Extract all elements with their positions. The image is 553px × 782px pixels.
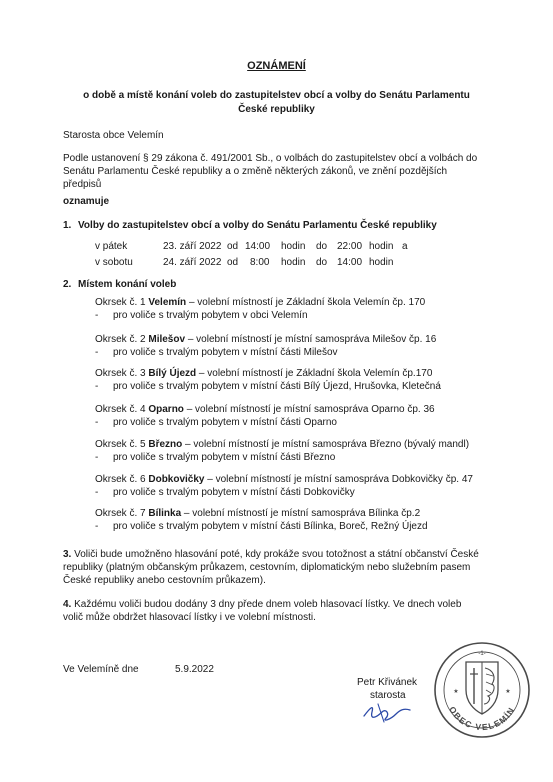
signature-image (360, 698, 420, 726)
schedule-to: 22:00 (337, 241, 363, 252)
district-name: Březno (148, 439, 183, 450)
district-line (95, 439, 469, 450)
schedule-do: do (316, 257, 328, 268)
list-dash: - (95, 310, 99, 321)
schedule-od: od (227, 257, 239, 268)
district-desc: – volební místností je místní samospráva Milešov čp. 16 (185, 334, 437, 345)
schedule-to: 14:00 (337, 257, 363, 268)
place-label: Ve Velemíně dne (63, 664, 139, 675)
district-desc: – volební místností je místní samospráva Oparno čp. 36 (183, 404, 435, 415)
document-title: OZNÁMENÍ (247, 60, 306, 72)
district-voters: pro voliče s trvalým pobytem v místní části Bílý Újezd, Hrušovka, Kletečná (113, 381, 441, 392)
section1-number: 1. (63, 220, 72, 231)
list-dash: - (95, 487, 99, 498)
district-line (95, 368, 432, 379)
schedule-hodin: hodin (281, 257, 306, 268)
schedule-do: do (316, 241, 328, 252)
district-prefix: Okrsek č. 1 (95, 297, 149, 308)
district-desc: – volební místností je místní samospráva Bílinka čp.2 (181, 508, 421, 519)
svg-text:★: ★ (453, 689, 459, 695)
district-voters: pro voliče s trvalým pobytem v místní části Milešov (113, 347, 338, 358)
schedule-date: 24. září 2022 (163, 257, 222, 268)
schedule-day: v pátek (95, 241, 128, 252)
district-voters: pro voliče s trvalým pobytem v místní části Oparno (113, 417, 337, 428)
district-name: Milešov (148, 334, 186, 345)
intro-paragraph: Podle ustanovení § 29 zákona č. 491/2001 Sb., o volbách do zastupitelstev obcí a volbách do Senátu Parlamentu České republiky a o změně některých zákonů, ve znění pozdějších předpisů (63, 153, 478, 191)
point-4-number: 4. (63, 599, 72, 610)
district-desc: – volební místností je místní samospráva Březno (bývalý mandl) (182, 439, 470, 450)
schedule-od: od (227, 241, 239, 252)
signatory-name: Petr Křivánek (357, 677, 418, 688)
section2-number: 2. (63, 279, 72, 290)
district-line (95, 334, 436, 345)
official-stamp (432, 640, 532, 740)
schedule-hodin: hodin (369, 241, 394, 252)
district-voters: pro voliče s trvalým pobytem v místní části Dobkovičky (113, 487, 355, 498)
district-name: Bílý Újezd (148, 368, 197, 379)
issue-date: 5.9.2022 (175, 664, 214, 675)
point-4-text: Každému voliči budou dodány 3 dny přede dnem voleb hlasovací lístky. Ve dnech voleb volič může obdržet hlasovací lístky i ve volební místnosti. (63, 599, 462, 624)
district-name: Bílinka (148, 508, 182, 519)
district-name: Velemín (148, 297, 187, 308)
district-line (95, 404, 435, 415)
district-desc: – volební místností je Základní škola Velemín čp. 170 (186, 297, 426, 308)
announces-heading: oznamuje (63, 196, 110, 207)
schedule-hodin: hodin (369, 257, 394, 268)
district-line (95, 474, 473, 485)
section2-heading: Místem konání voleb (78, 279, 177, 290)
list-dash: - (95, 347, 99, 358)
district-name: Dobkovičky (148, 474, 205, 485)
district-line (95, 297, 425, 308)
schedule-hodin: hodin (281, 241, 306, 252)
district-desc: – volební místností je Základní škola Velemín čp.170 (196, 368, 433, 379)
point-3-paragraph (63, 548, 483, 588)
schedule-day: v sobotu (95, 257, 133, 268)
schedule-from: 8:00 (250, 257, 270, 268)
district-prefix: Okrsek č. 6 (95, 474, 149, 485)
list-dash: - (95, 381, 99, 392)
subtitle-line-1: o době a místě konání voleb do zastupitelstev obcí a volby do Senátu Parlamentu (83, 90, 470, 101)
subtitle-line-2: České republiky (238, 104, 315, 115)
section1-heading: Volby do zastupitelstev obcí a volby do Senátu Parlamentu České republiky (78, 220, 437, 231)
district-prefix: Okrsek č. 5 (95, 439, 149, 450)
district-voters: pro voliče s trvalým pobytem v místní části Březno (113, 452, 336, 463)
district-line (95, 508, 420, 519)
district-prefix: Okrsek č. 4 (95, 404, 149, 415)
district-prefix: Okrsek č. 3 (95, 368, 149, 379)
list-dash: - (95, 452, 99, 463)
signatory-role: starosta (370, 690, 406, 701)
district-prefix: Okrsek č. 7 (95, 508, 149, 519)
svg-text:★: ★ (505, 689, 511, 695)
list-dash: - (95, 417, 99, 428)
schedule-date: 23. září 2022 (163, 241, 222, 252)
point-3-text: Voliči bude umožněno hlasování poté, kdy prokáže svou totožnost a státní občanství České republiky (platným občanským průkazem, cestovním, diplomatickým nebo služebním pasem České republiky anebo cestovním průkazem). (63, 549, 479, 587)
district-voters: pro voliče s trvalým pobytem v obci Velemín (113, 310, 308, 321)
district-prefix: Okrsek č. 2 (95, 334, 149, 345)
mayor-line: Starosta obce Velemín (63, 130, 164, 141)
point-4-paragraph (63, 598, 483, 624)
district-desc: – volební místností je místní samospráva Dobkovičky čp. 47 (204, 474, 473, 485)
district-voters: pro voliče s trvalým pobytem v místní části Bílinka, Boreč, Režný Újezd (113, 521, 428, 532)
point-3-number: 3. (63, 549, 72, 560)
schedule-conj: a (402, 241, 408, 252)
district-name: Oparno (148, 404, 184, 415)
list-dash: - (95, 521, 99, 532)
svg-text:OBEC VELEMÍN: OBEC VELEMÍN (447, 704, 517, 733)
schedule-from: 14:00 (245, 241, 271, 252)
svg-text:-1-: -1- (478, 651, 486, 657)
